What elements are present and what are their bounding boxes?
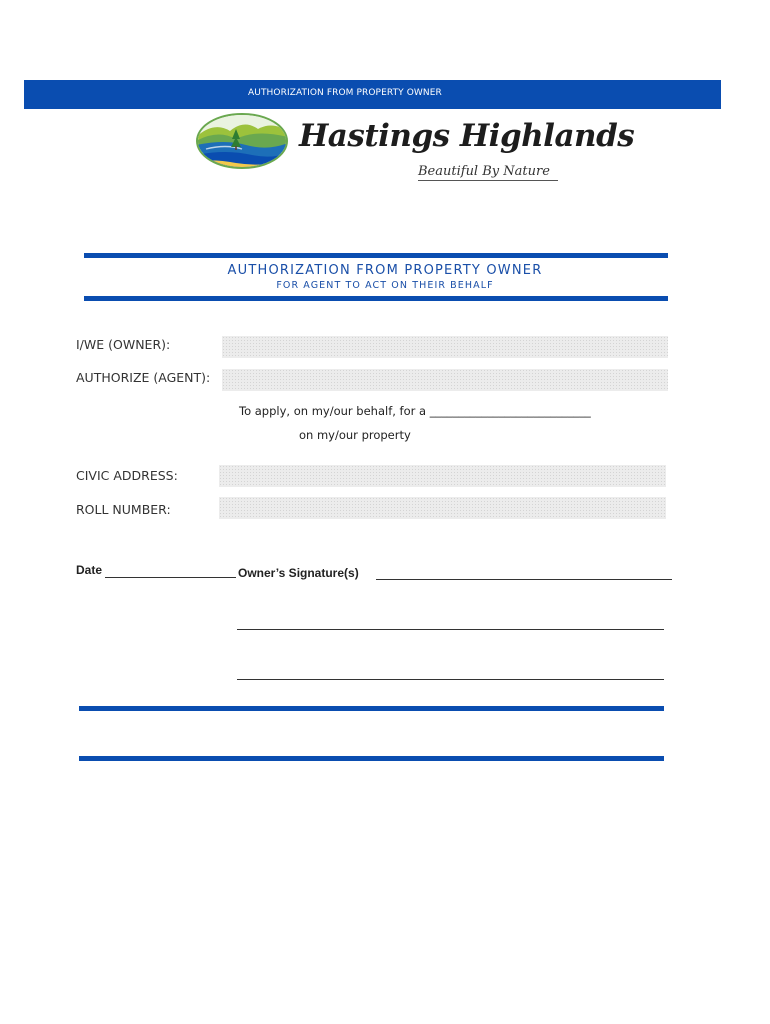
logo-tagline: Beautiful By Nature xyxy=(418,164,558,181)
owner-label: I/WE (OWNER): xyxy=(76,337,171,352)
roll-number-label: ROLL NUMBER: xyxy=(76,502,171,517)
title-bottom-rule xyxy=(84,296,668,301)
form-subtitle: FOR AGENT TO ACT ON THEIR BEHALF xyxy=(276,280,494,291)
landscape-emblem-icon xyxy=(196,113,288,169)
agent-field[interactable] xyxy=(222,369,668,391)
apply-purpose-line: To apply, on my/our behalf, for a ____________________________ xyxy=(239,404,591,418)
property-line: on my/our property xyxy=(299,428,411,442)
signature-line-3[interactable] xyxy=(237,679,664,680)
header-bar-text: AUTHORIZATION FROM PROPERTY OWNER xyxy=(248,88,442,98)
header-bar xyxy=(24,80,721,109)
form-title: AUTHORIZATION FROM PROPERTY OWNER xyxy=(227,263,543,278)
date-line[interactable] xyxy=(105,577,236,578)
footer-rule-bottom xyxy=(79,756,664,761)
owner-field[interactable] xyxy=(222,336,668,358)
footer-rule-top xyxy=(79,706,664,711)
signature-line-1[interactable] xyxy=(376,579,672,580)
civic-address-field[interactable] xyxy=(219,465,666,487)
civic-address-label: CIVIC ADDRESS: xyxy=(76,468,178,483)
owner-signature-label: Owner’s Signature(s) xyxy=(238,566,359,580)
agent-label: AUTHORIZE (AGENT): xyxy=(76,370,211,385)
title-top-rule xyxy=(84,253,668,258)
municipality-logo xyxy=(196,110,635,190)
signature-line-2[interactable] xyxy=(237,629,664,630)
roll-number-field[interactable] xyxy=(219,497,666,519)
date-label: Date xyxy=(76,563,103,577)
logo-title: Hastings Highlands xyxy=(299,118,635,154)
